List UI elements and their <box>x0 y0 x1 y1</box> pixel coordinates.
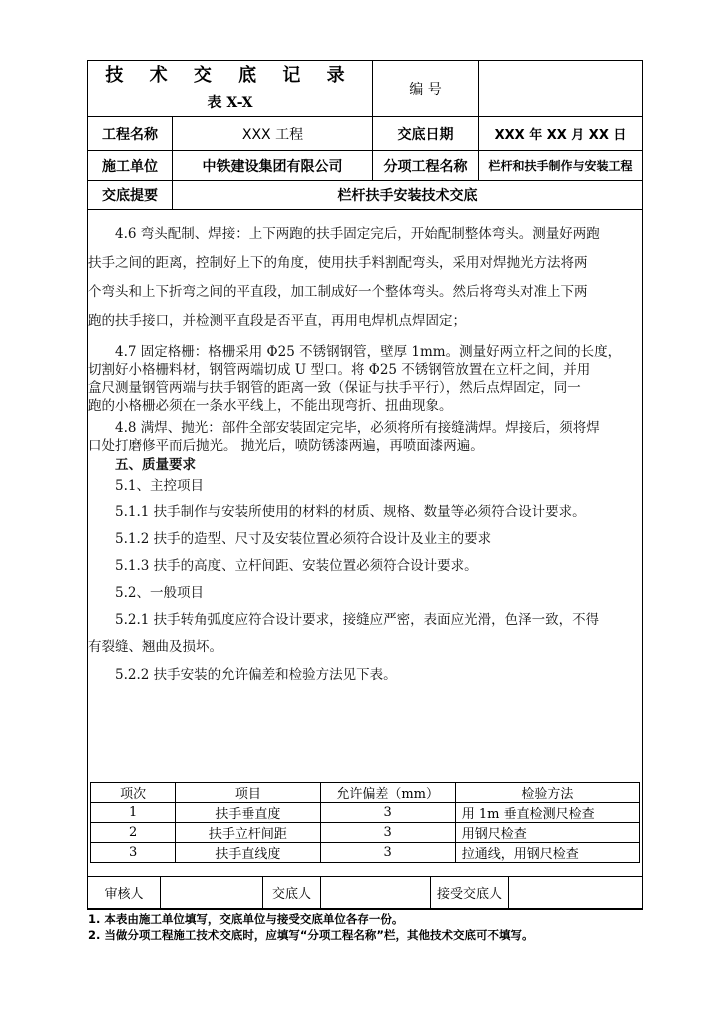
content-line: 扶手之间的距离，控制好上下的角度，使用扶手料割配弯头，采用对焊抛光方法将两 <box>88 255 588 271</box>
cell: 3 <box>91 843 176 863</box>
unit-label: 施工单位 <box>102 158 158 175</box>
col-header: 检验方法 <box>455 783 639 803</box>
cell: 2 <box>91 823 176 843</box>
discloser-signature <box>321 877 430 908</box>
table-header-row <box>91 783 640 803</box>
content-line: 有裂缝、翘曲及损坏。 <box>88 639 223 655</box>
divider <box>87 209 643 210</box>
form-title: 技 术 交 底 记 录 <box>105 65 355 86</box>
cell: 扶手立杆间距 <box>176 823 321 843</box>
content-line: 个弯头和上下折弯之间的平直段，加工制成好一个整体弯头。然后将弯头对准上下两 <box>88 284 588 300</box>
date-value: XXX 年 XX 月 XX 日 <box>494 128 627 143</box>
subproject-label: 分项工程名称 <box>383 158 468 175</box>
content-line: 跑的小格栅必须在一条水平线上，不能出现弯折、扭曲现象。 <box>88 398 453 414</box>
content-line: 5.1.2 扶手的造型、尺寸及安装位置必须符合设计及业主的要求 <box>88 531 492 547</box>
content-line: 切割好小格栅料材，钢管两端切成 U 型口。将 Φ25 不锈钢管放置在立杆之间，并用 <box>88 362 591 378</box>
content-line: 4.8 满焊、抛光：部件全部安装固定完毕，必须将所有接缝满焊。焊接后，须将焊 <box>88 420 600 436</box>
cell: 1 <box>91 803 176 823</box>
content-line: 5.1.1 扶手制作与安装所使用的材料的材质、规格、数量等必须符合设计要求。 <box>88 504 586 520</box>
divider <box>87 908 643 909</box>
cell: 拉通线，用钢尺检查 <box>455 843 639 863</box>
cell: 3 <box>320 803 455 823</box>
subproject-value: 栏杆和扶手制作与安装工程 <box>488 159 633 173</box>
summary-label: 交底提要 <box>102 188 158 204</box>
section-heading: 五、质量要求 <box>88 457 196 473</box>
receiver-label: 接受交底人 <box>436 887 502 902</box>
receiver-signature <box>509 877 642 908</box>
reviewer-label: 审核人 <box>104 887 144 902</box>
cell: 用钢尺检查 <box>455 823 639 843</box>
content-line: 盒尺测量钢管两端与扶手钢管的距离一致（保证与扶手平行），然后点焊固定，同一 <box>88 380 581 396</box>
content-line: 跑的扶手接口，并检测平直段是否平直，再用电焊机点焊固定； <box>88 313 466 329</box>
content-line: 5.2.1 扶手转角弧度应符合设计要求，接缝应严密，表面应光滑，色泽一致，不得 <box>88 612 600 628</box>
form-number: 表 X-X <box>207 95 253 111</box>
col-header: 允许偏差（mm） <box>320 783 455 803</box>
note-line: 1. 本表由施工单位填写，交底单位与接受交底单位各存一份。 <box>88 912 404 926</box>
content-line: 5.1、主控项目 <box>88 478 204 494</box>
table-row <box>91 843 640 863</box>
content-line: 口处打磨修平而后抛光。 抛光后，喷防锈漆两遍，再喷面漆两遍。 <box>88 438 484 454</box>
content-line: 5.1.3 扶手的高度、立杆间距、安装位置必须符合设计要求。 <box>88 558 478 574</box>
col-header: 项目 <box>176 783 321 803</box>
cell: 扶手垂直度 <box>176 803 321 823</box>
content-line: 5.2.2 扶手安装的允许偏差和检验方法见下表。 <box>88 667 397 683</box>
cell: 3 <box>320 823 455 843</box>
reviewer-signature <box>161 877 262 908</box>
content-line: 4.7 固定格栅：格栅采用 Φ25 不锈钢钢管，壁厚 1mm。测量好两立杆之间的长度， <box>88 344 622 360</box>
cell: 3 <box>320 843 455 863</box>
note-line: 2. 当做分项工程施工技术交底时，应填写“分项工程名称”栏，其他技术交底可不填写。 <box>88 928 534 942</box>
inspection-table <box>90 782 640 862</box>
summary-value: 栏杆扶手安装技术交底 <box>337 188 478 204</box>
content-line: 5.2、一般项目 <box>88 585 204 601</box>
project-name-label: 工程名称 <box>102 126 158 143</box>
col-header: 项次 <box>91 783 176 803</box>
project-name-value: XXX 工程 <box>241 126 304 143</box>
table-row <box>91 823 640 843</box>
serial-label: 编 号 <box>409 81 442 98</box>
content-line: 4.6 弯头配制、焊接：上下两跑的扶手固定完后，开始配制整体弯头。测量好两跑 <box>88 226 600 242</box>
table-row <box>91 803 640 823</box>
discloser-label: 交底人 <box>271 887 311 902</box>
cell: 用 1m 垂直检测尺检查 <box>455 803 639 823</box>
footer-notes <box>88 911 534 943</box>
date-label: 交底日期 <box>397 126 454 143</box>
unit-value: 中铁建设集团有限公司 <box>202 158 343 175</box>
serial-value <box>479 61 642 116</box>
cell: 扶手直线度 <box>176 843 321 863</box>
